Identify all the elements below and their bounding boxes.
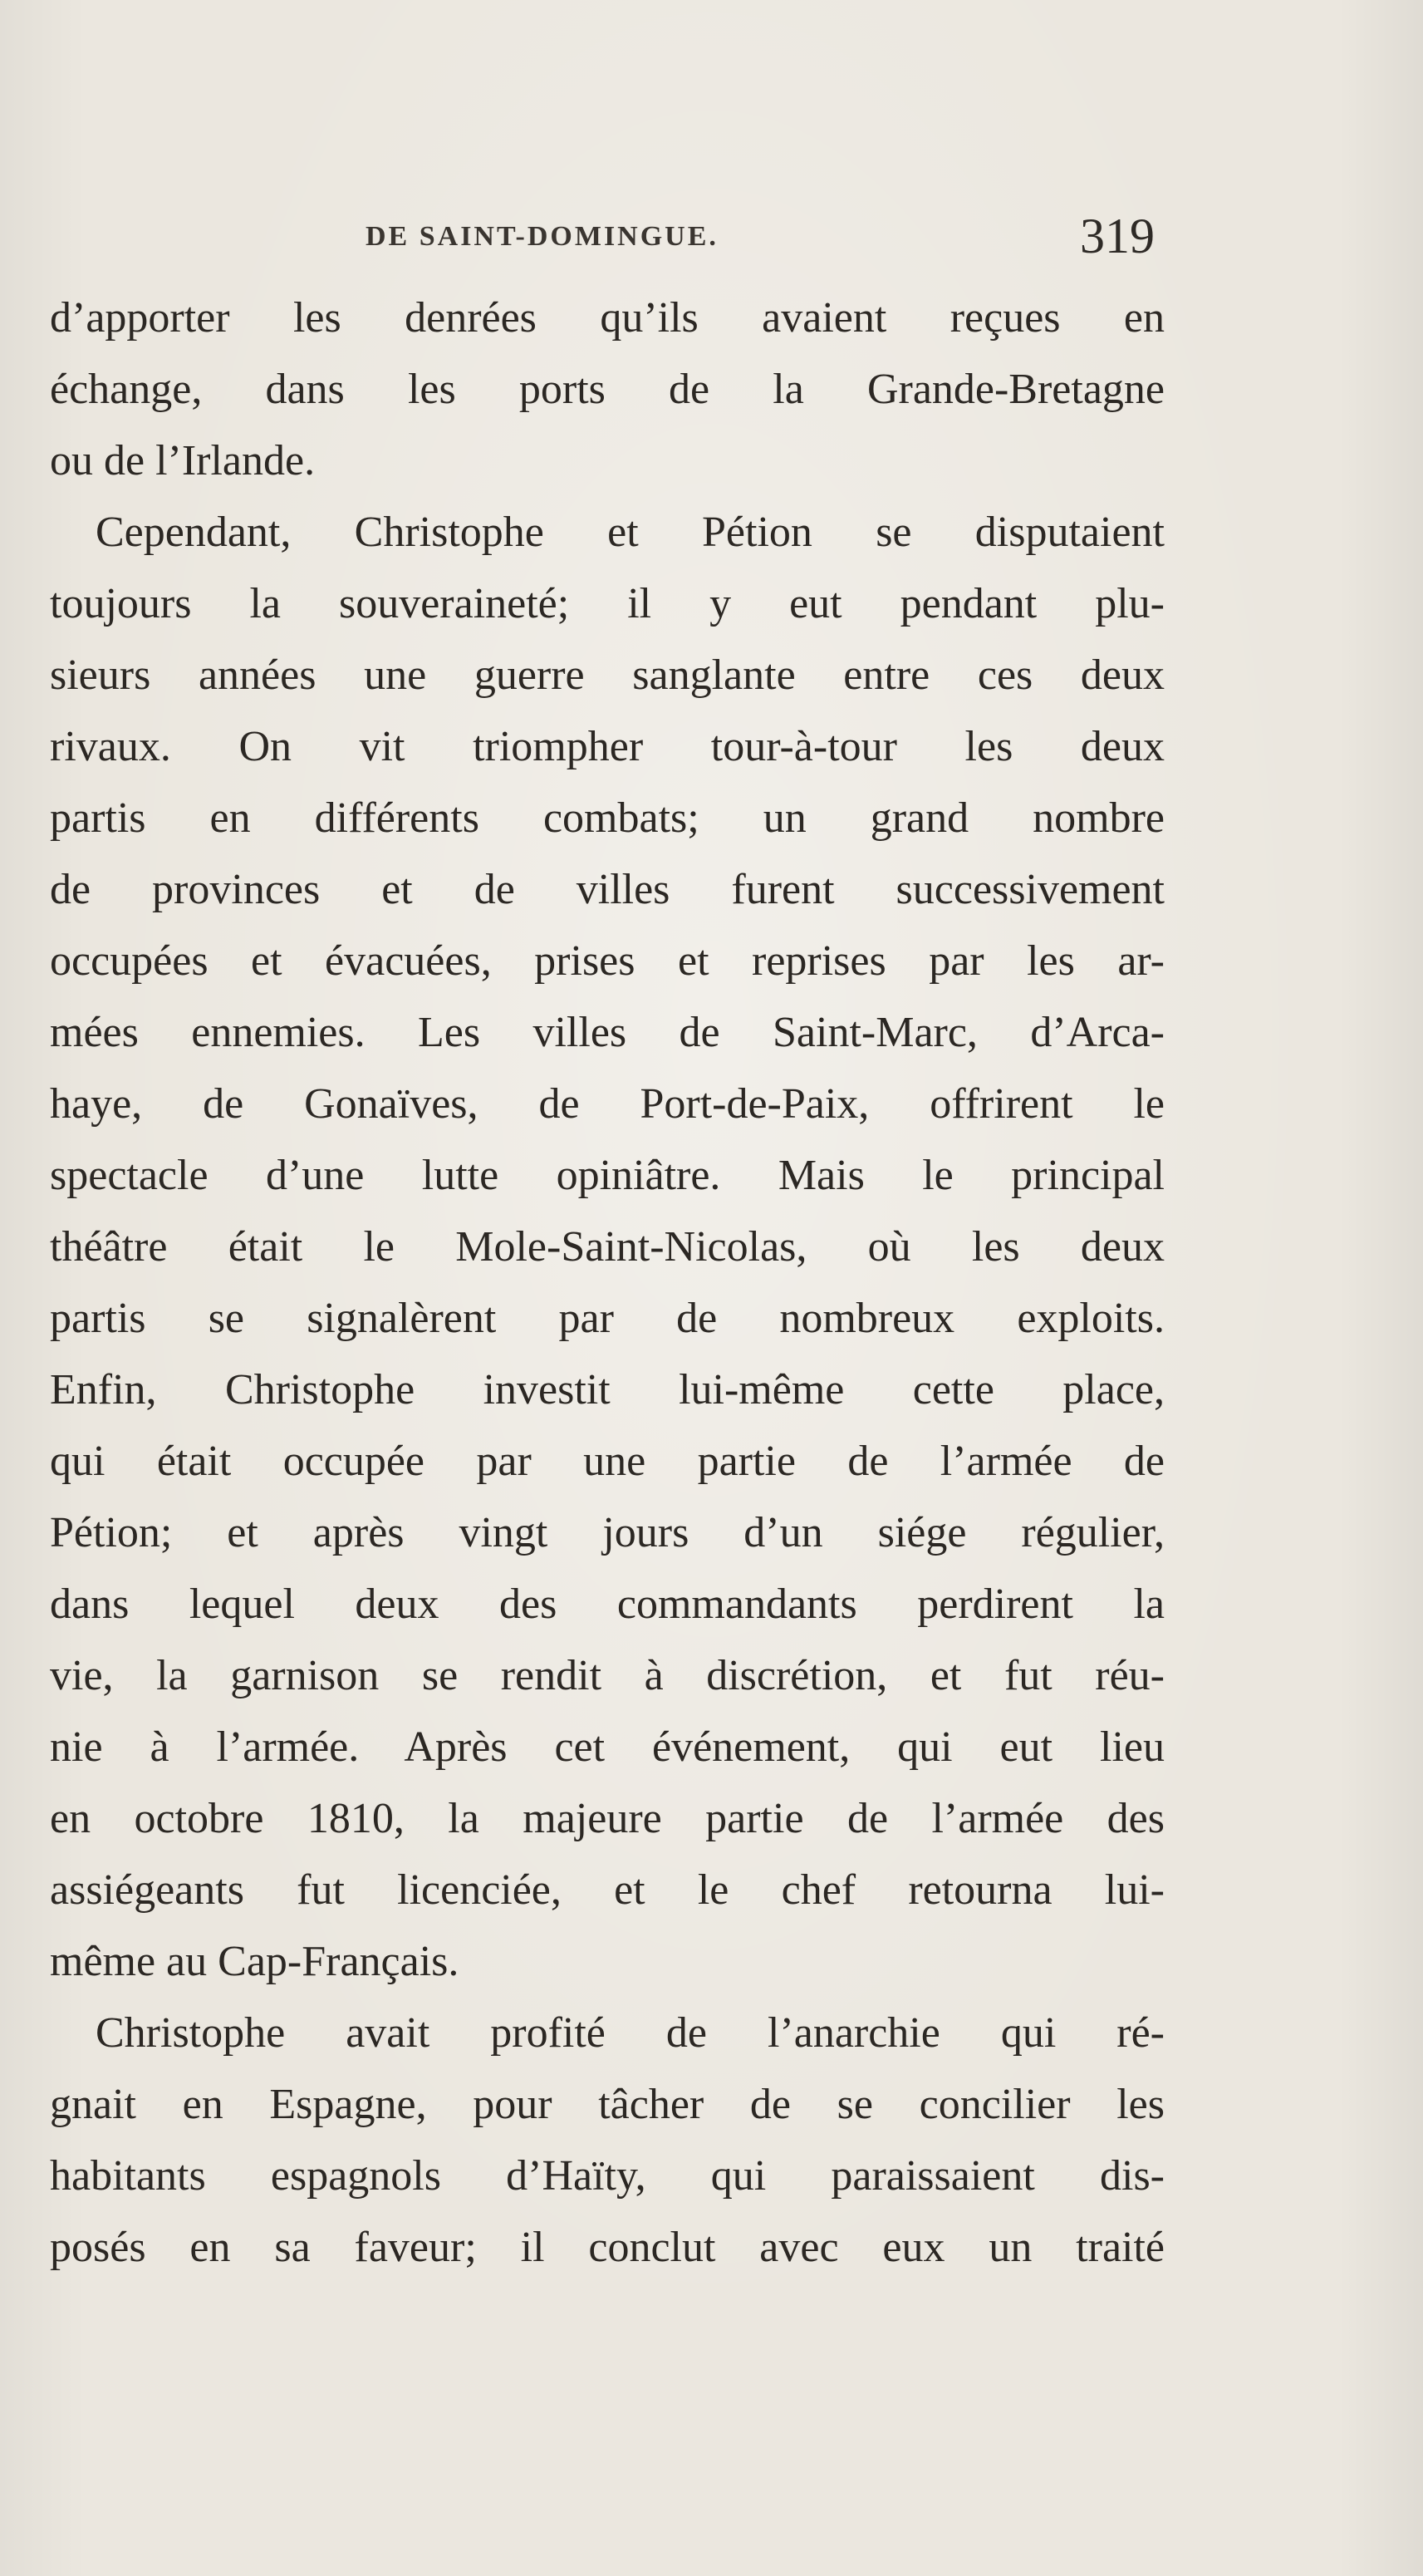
paragraph bbox=[50, 1998, 1165, 2283]
text-line: Cependant, Christophe et Pétion se disputaient bbox=[96, 509, 1165, 556]
text-line: ou de l’Irlande. bbox=[50, 437, 316, 484]
text-line: Pétion; et après vingt jours d’un siége régulier, bbox=[50, 1509, 1165, 1556]
text-line: partis se signalèrent par de nombreux exploits. bbox=[50, 1295, 1165, 1342]
text-line: échange, dans les ports de la Grande-Bretagne bbox=[50, 366, 1165, 413]
text-line: rivaux. On vit triompher tour-à-tour les deux bbox=[50, 723, 1165, 770]
running-head: DE SAINT-DOMINGUE. bbox=[366, 221, 719, 252]
page-header bbox=[50, 208, 1155, 274]
text-line: de provinces et de villes furent successivement bbox=[50, 866, 1165, 913]
text-line: sieurs années une guerre sanglante entre ces deux bbox=[50, 651, 1165, 699]
text-line: toujours la souveraineté; il y eut pendant plu- bbox=[50, 580, 1165, 627]
paragraph bbox=[50, 283, 1165, 497]
text-line: dans lequel deux des commandants perdirent la bbox=[50, 1581, 1165, 1628]
text-line: spectacle d’une lutte opiniâtre. Mais le principal bbox=[50, 1152, 1165, 1199]
text-line: assiégeants fut licenciée, et le chef retourna lui- bbox=[50, 1866, 1165, 1914]
text-line: nie à l’armée. Après cet événement, qui eut lieu bbox=[50, 1723, 1165, 1771]
text-line: Christophe avait profité de l’anarchie qui ré- bbox=[96, 2009, 1165, 2057]
text-line: en octobre 1810, la majeure partie de l’armée des bbox=[50, 1795, 1165, 1842]
text-line: qui était occupée par une partie de l’armée de bbox=[50, 1438, 1165, 1485]
text-line: mées ennemies. Les villes de Saint-Marc, d’Arca- bbox=[50, 1009, 1165, 1056]
text-line: même au Cap-Français. bbox=[50, 1938, 459, 1985]
text-line: Enfin, Christophe investit lui-même cette place, bbox=[50, 1366, 1165, 1413]
text-line: occupées et évacuées, prises et reprises par les ar- bbox=[50, 937, 1165, 985]
text-line: vie, la garnison se rendit à discrétion, et fut réu- bbox=[50, 1652, 1165, 1699]
text-line: théâtre était le Mole-Saint-Nicolas, où les deux bbox=[50, 1223, 1165, 1271]
text-line: d’apporter les denrées qu’ils avaient reçues en bbox=[50, 294, 1165, 342]
body-text bbox=[50, 283, 1165, 2283]
text-line: haye, de Gonaïves, de Port-de-Paix, offrirent le bbox=[50, 1080, 1165, 1128]
text-line: gnait en Espagne, pour tâcher de se concilier les bbox=[50, 2081, 1165, 2128]
text-line: partis en différents combats; un grand nombre bbox=[50, 794, 1165, 842]
text-line: habitants espagnols d’Haïty, qui paraissaient dis- bbox=[50, 2152, 1165, 2200]
text-line: posés en sa faveur; il conclut avec eux un traité bbox=[50, 2224, 1165, 2271]
page-number: 319 bbox=[1080, 209, 1155, 263]
paragraph bbox=[50, 497, 1165, 1998]
